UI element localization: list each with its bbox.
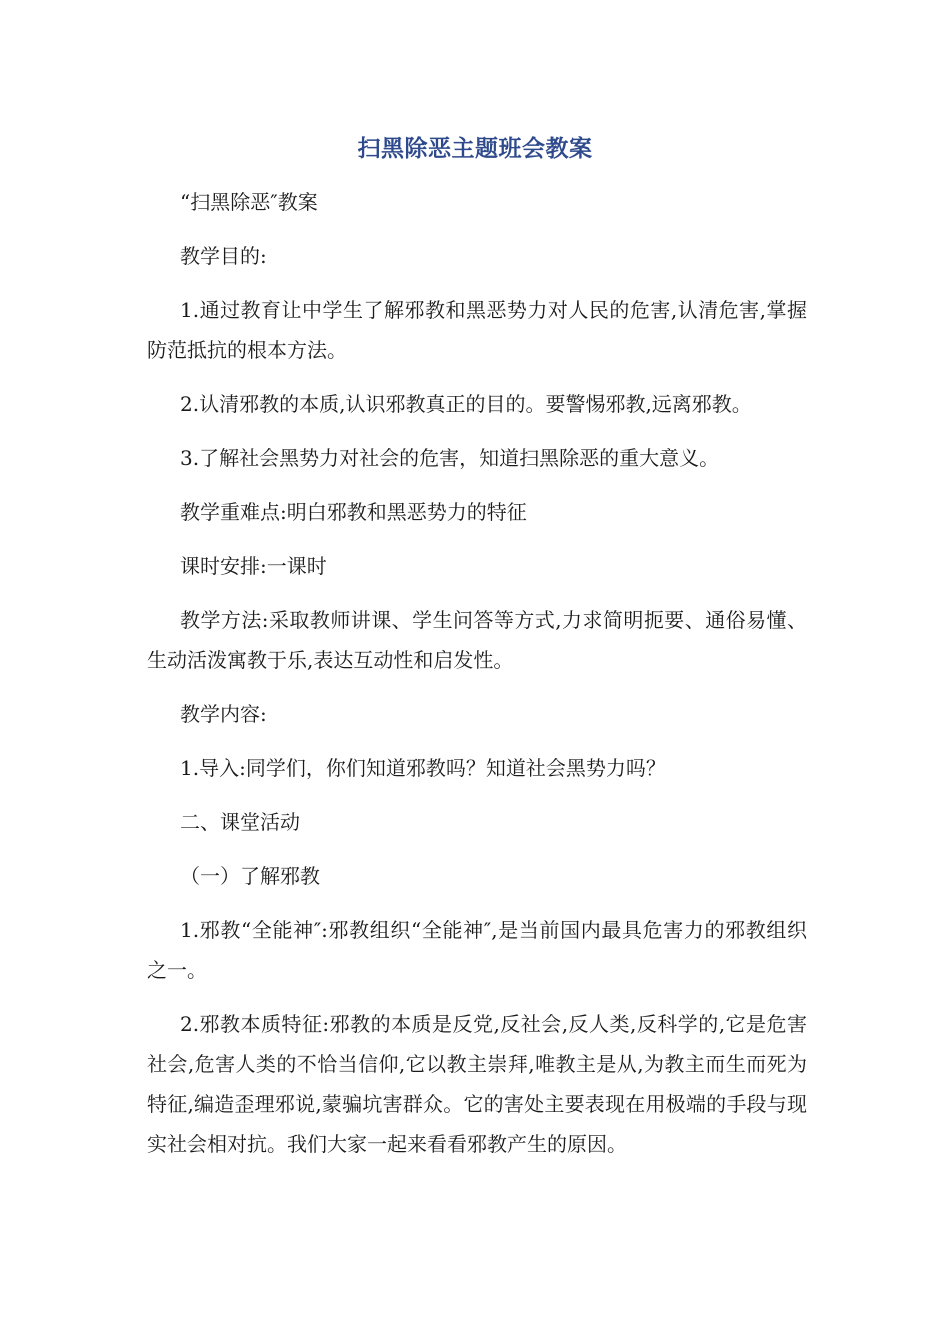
document-body [147, 182, 807, 1178]
paragraph-introduction: 1.导入:同学们，你们知道邪教吗？知道社会黑势力吗？ [180, 756, 666, 780]
paragraph-content-heading: 教学内容: [180, 702, 267, 726]
paragraph-objective-1: 1.通过教育让中学生了解邪教和黑恶势力对人民的危害,认清危害,掌握防范抵抗的根本方法。 [147, 298, 807, 362]
paragraph-subsection-one: （一）了解邪教 [180, 864, 320, 888]
document-title: 扫黑除恶主题班会教案 [357, 136, 593, 162]
paragraph-methods: 教学方法:采取教师讲课、学生问答等方式,力求简明扼要、通俗易懂、生动活泼寓教于乐,表达互动性和启发性。 [147, 608, 807, 672]
paragraph-key-points: 教学重难点:明白邪教和黑恶势力的特征 [180, 500, 527, 524]
paragraph-objectives-heading: 教学目的: [180, 244, 267, 268]
paragraph-cult-nature: 2.邪教本质特征:邪教的本质是反党,反社会,反人类,反科学的,它是危害社会,危害人类的不恰当信仰,它以教主崇拜,唯教主是从,为教主而生而死为特征,编造歪理邪说,蒙骗坑害群众。它的害处主要表现在用极端的手段与现实社会相对抗。我们大家一起来看看邪教产生的原因。 [147, 1012, 807, 1156]
paragraph-subtitle: “扫黑除恶″教案 [180, 190, 318, 214]
paragraph-section-two: 二、课堂活动 [180, 810, 300, 834]
paragraph-schedule: 课时安排:一课时 [180, 554, 327, 578]
paragraph-objective-2: 2.认清邪教的本质,认识邪教真正的目的。要警惕邪教,远离邪教。 [180, 392, 752, 416]
paragraph-cult-example: 1.邪教“全能神″:邪教组织“全能神″,是当前国内最具危害力的邪教组织之一。 [147, 918, 807, 982]
paragraph-objective-3: 3.了解社会黑势力对社会的危害，知道扫黑除恶的重大意义。 [180, 446, 720, 470]
